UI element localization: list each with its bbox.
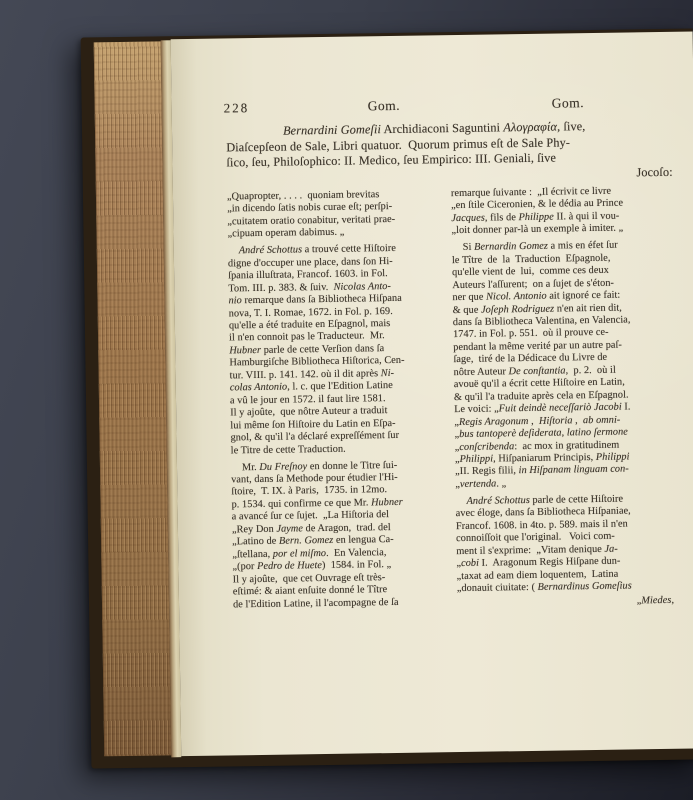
text-line: pendant la même verité par un autre paſ-: [453, 339, 623, 354]
text-line: nôtre Auteur De conſtantia, p. 2. où il: [453, 364, 616, 378]
text-line: „cobi I. Aragonum Regis Hiſpane dun-: [456, 555, 621, 570]
text-line: Hubner parle de cette Verſion dans ſa: [229, 343, 385, 357]
page-number: 228: [223, 100, 250, 116]
column-left: [227, 188, 451, 611]
text-line: „Quapropter, . . . . quoniam brevitas: [226, 189, 380, 203]
text-line: & qu'il l'a traduite après cela en Eſpagnol.: [453, 389, 629, 403]
text-line: „taxat ad eam diem loquentem, Latina: [456, 568, 619, 582]
text-line: „en ſtile Ciceronien, & le dédia au Prince: [451, 198, 624, 212]
text-line: „Latino de Bern. Gomez en lengua Ca-: [232, 534, 394, 548]
text-line: „Philippi, Hiſpaniarum Principis, Philippi: [454, 451, 630, 466]
text-line: le Titre de cette Traduction.: [230, 443, 346, 456]
text-line: digne d'occuper une place, dans ſon Hi-: [227, 255, 393, 270]
paragraph: [228, 242, 449, 457]
text-line: Auteurs l'aſſurent; on a ſujet de s'éton-: [452, 277, 615, 291]
text-line: Si Bernardin Gomez a mis en éfet ſur: [462, 239, 618, 254]
text-line: tur. VIII. p. 141. 142. où il dit après Ni-: [229, 367, 395, 382]
text-line: Il y ajoûte, que nôtre Auteur a traduit: [230, 405, 388, 419]
text-line: ment il s'exprime: „Vitam denique Ja-: [456, 543, 618, 557]
text-line: „vertenda. „: [455, 478, 507, 490]
entry-heading: [226, 118, 673, 187]
text-line: ner que Nicol. Antonio ait ignoré ce fait:: [452, 289, 621, 304]
text-line: colas Antonio, l. c. que l'Edition Latine: [229, 380, 393, 394]
text-line: „Rey Don Jayme de Aragon, trad. del: [231, 521, 391, 536]
text-line: qu'elle a été traduite en Eſpagnol, mais: [228, 318, 391, 332]
text-line: André Schottus parle de cette Hiſtoire: [466, 493, 624, 507]
book-fore-edge: [94, 41, 172, 756]
paragraph: [451, 185, 673, 238]
text-line: „II. Regis filii, in Hiſpanam linguam con-: [455, 463, 629, 478]
text-line: Jacques, fils de Philippe II. à qui il vou-: [451, 210, 620, 225]
text-line: „Regis Aragonum , Hiſtoria , ab omni-: [454, 414, 621, 428]
text-line: „in dicendo ſatis nobis curae eſt; perſpi-: [227, 201, 393, 215]
text-line: „(por Pedro de Huete) 1584. in Fol. „: [232, 559, 392, 573]
text-line: „cipuam operam dabimus. „: [227, 227, 345, 240]
heading-line: Jocoſo:: [636, 164, 673, 180]
text-line: Mr. Du Freſnoy en donne le Titre ſui-: [241, 459, 398, 473]
text-line: p. 1534. qui confirme ce que Mr. Hubner: [231, 496, 403, 511]
text-line: ſage, tiré de la Dédicace du Livre de: [453, 352, 608, 366]
text-line: connoiſſoit que l'original. Voici com-: [456, 530, 615, 545]
text-line: lui même ſon Hiſtoire du Latin en Eſpa-: [230, 417, 396, 432]
heading-line: ſico, ſeu, Philoſophico: II. Medico, ſeu Empirico: III. Geniali, ſive: [226, 150, 557, 170]
paragraph: [231, 459, 451, 612]
text-line: Francof. 1608. in 4to. p. 589. mais il n'en: [455, 518, 628, 532]
book-page: [171, 32, 693, 757]
text-line: André Schottus a trouvé cette Hiſtoire: [238, 243, 397, 257]
catchword: „Miedes,: [636, 594, 675, 607]
text-line: avouë qu'il a écrit cette Hiſtoire en Latin,: [453, 376, 625, 391]
text-line: „cuitatem oratio conabitur, veritati prae-: [227, 213, 396, 228]
text-line: vant, dans ſa Methode pour étudier l'Hi-: [231, 471, 398, 486]
text-line: „loit donner par-là un exemple à imiter. „: [451, 222, 624, 237]
text-line: a vû le jour en 1572. il faut lire 1581.: [229, 392, 386, 407]
running-head-left: Gom.: [367, 97, 401, 114]
paragraph: [455, 493, 677, 596]
text-line: 1747. in Fol. p. 551. où il prouve ce-: [452, 327, 609, 341]
text-line: Hamburgiſche Bibliotheca Hiſtorica, Cen-: [229, 355, 405, 369]
text-line: dans ſa Bibliotheca Valentina, en Valencia,: [452, 314, 631, 329]
text-line: Le voici: „Fuit deindè neceſſariò Jacobi I.: [454, 401, 631, 416]
text-line: ſtoire, T. IX. à Paris, 1735. in 12mo.: [231, 484, 388, 498]
text-line: il n'en connoit pas le Traducteur. Mr.: [229, 330, 385, 344]
text-line: nova, T. I. Romae, 1672. in Fol. p. 169.: [228, 305, 393, 319]
text-line: „conſcribenda: ac mox in gratitudinem: [454, 439, 620, 453]
text-line: de l'Edition Latine, il l'acompagne de ſa: [232, 596, 399, 610]
book: [81, 29, 693, 769]
heading-line: Bernardini Gomeſii Archidiaconi Saguntini Αλογραφία, ſive,: [282, 119, 586, 138]
text-line: „bus tantoperè deſiderata, latino ſermone: [454, 426, 628, 441]
text-line: Tom. III. p. 383. & ſuiv. Nicolas Anto-: [228, 280, 392, 295]
text-line: nio remarque dans ſa Bibliotheca Hiſpana: [228, 292, 402, 307]
text-line: remarque ſuivante : „Il écrivit ce livre: [450, 185, 612, 200]
text-line: gnol, & qu'il l'a déclaré expreſſément ſur: [230, 430, 400, 444]
text-line: ſpania illuſtrata, Francof. 1603. in Fol.: [228, 268, 388, 282]
text-line: „ſtellana, por el miſmo. En Valencia,: [232, 546, 387, 561]
text-line: eſtimé: & aiant enſuite donné le Tître: [232, 584, 388, 598]
running-head-right: Gom.: [551, 95, 585, 111]
text-line: avec éloge, dans ſa Bibliotheca Hiſpaniae,: [455, 505, 631, 520]
paragraph: [227, 188, 446, 241]
heading-line: Diaſcepſeon de Sale, Libri quatuor. Quorum primus eſt de Sale Phy-: [226, 134, 571, 155]
column-right: [451, 185, 678, 611]
text-line: a avancé ſur ce ſujet. „La Hiſtoria del: [231, 509, 390, 523]
paragraph: [452, 239, 677, 491]
text-line: & que Joſeph Rodriguez n'en ait rien dit,: [452, 302, 622, 316]
text-line: le Tître de la Traduction Eſpagnole,: [451, 252, 611, 266]
text-line: „donauit ciuitate: ( Bernardinus Gomeſius: [456, 580, 632, 595]
text-line: Il y ajoûte, que cet Ouvrage eſt très-: [232, 571, 386, 585]
text-line: qu'elle vient de lui, comme ces deux: [452, 264, 609, 279]
